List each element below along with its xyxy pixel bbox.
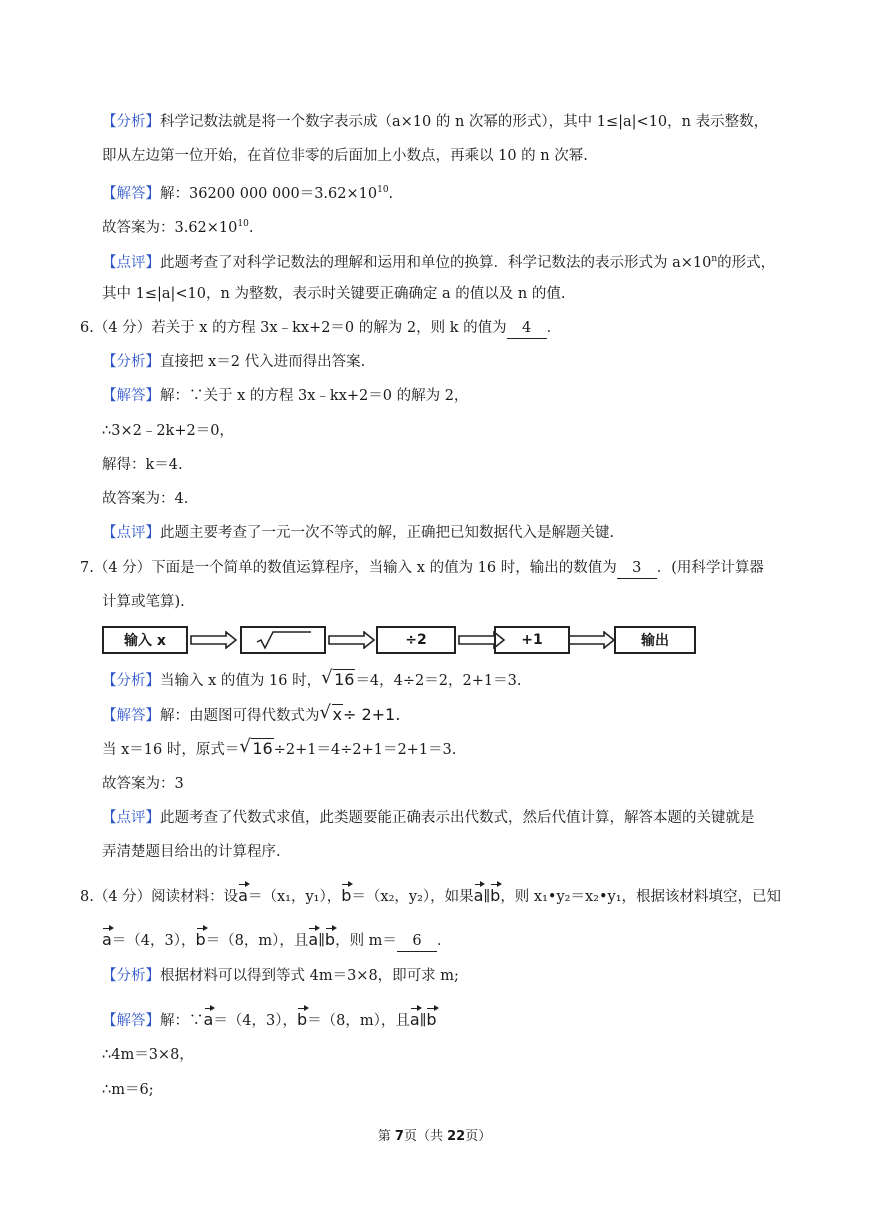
q6-answer-blank: 4	[507, 318, 547, 339]
q7-final: 故答案为：3	[102, 776, 184, 792]
q7-comment-line2: 弄清楚题目给出的计算程序.	[102, 844, 281, 860]
vector-a: a	[238, 882, 248, 906]
q5-final: 故答案为：$3.62\times 10^{10}$.	[102, 219, 254, 236]
q7-answer: 【解答】解：由题图可得代数式为 √ x÷ 2+1.	[102, 702, 401, 724]
q5-comment-line2: 其中 1≤|a|<10，n 为整数，表示时关键要正确确定 a 的值以及 n 的值.	[102, 286, 566, 302]
vector-b: b	[341, 882, 351, 906]
flow-arrow-icon	[568, 631, 616, 649]
q6-answer: 【解答】解：∵关于 x 的方程 3x﹣kx+2＝0 的解为 2，	[102, 388, 469, 404]
analysis-tag: 【分析】	[102, 114, 160, 130]
flowchart	[102, 626, 696, 656]
q7-stem-line1: 7.（4 分）下面是一个简单的数值运算程序，当输入 x 的值为 16 时，输出的数值为 3 ．(用科学计算器	[80, 558, 764, 579]
page-total: 22	[447, 1129, 466, 1144]
q6-step1: ∴3×2﹣2k+2＝0，	[102, 423, 234, 439]
q7-stem-line2: 计算或笔算).	[102, 594, 185, 610]
q5-comment-line1: 【点评】此题考查了对科学记数法的理解和运用和单位的换算．科学记数法的表示形式为 $a\times 10^n$的形式，	[102, 254, 776, 271]
q7-comment-line1: 【点评】此题考查了代数式求值，此类题要能正确表示出代数式，然后代值计算，解答本题的关键就是	[102, 810, 755, 826]
q6-stem: 6.（4 分）若关于 x 的方程 3x﹣kx+2＝0 的解为 2，则 k 的值为 4 ．	[80, 318, 561, 339]
q6-analysis: 【分析】直接把 x＝2 代入进而得出答案.	[102, 354, 366, 370]
q8-step2: ∴m＝6;	[102, 1082, 154, 1098]
q6-step2: 解得：k＝4.	[102, 457, 183, 473]
q8-analysis: 【分析】根据材料可以得到等式 4m＝3×8，即可求 m;	[102, 968, 459, 984]
q5-analysis-line1: 【分析】科学记数法就是将一个数字表示成（a×10 的 n 次幂的形式），其中 1≤|a|<10，n 表示整数，	[102, 114, 769, 130]
flow-input-box: 输入 x	[102, 626, 188, 654]
q5-analysis-line2: 即从左边第一位开始，在首位非零的后面加上小数点，再乘以 10 的 n 次幂.	[102, 148, 588, 164]
q7-analysis: 【分析】当输入 x 的值为 16 时， √ 16＝4，4÷2＝2，2+1＝3.	[102, 667, 522, 689]
sqrt-expression: √ 16	[239, 736, 273, 758]
flow-plus-box: +1	[494, 626, 570, 654]
q7-substitution: 当 x＝16 时，原式＝ √ 16÷2+1＝4÷2+1＝2+1＝3.	[102, 736, 457, 758]
q6-final: 故答案为：4.	[102, 491, 189, 507]
q8-stem-line2: a＝（4，3），b＝（8，m），且a∥b，则 m＝ 6 ．	[102, 926, 451, 952]
q5-answer: 【解答】解：36200 000 $000=3.62\times 10^{10}$.	[102, 185, 394, 202]
flow-divide-box: ÷2	[376, 626, 456, 654]
q7-answer-blank: 3	[617, 558, 657, 579]
q6-comment: 【点评】此题主要考查了一元一次不等式的解，正确把已知数据代入是解题关键.	[102, 525, 615, 541]
flow-output-box: 输出	[614, 626, 696, 654]
q8-stem-line1: 8.（4 分）阅读材料：设a＝（x₁，y₁），b＝（x₂，y₂），如果a∥b，则 x₁•y₂＝x₂•y₁，根据该材料填空，已知	[80, 882, 781, 907]
page-number: 7	[394, 1129, 404, 1144]
q8-answer-blank: 6	[397, 931, 437, 952]
flow-arrow-icon	[328, 631, 376, 649]
flow-arrow-icon	[190, 631, 238, 649]
sqrt-symbol-icon	[253, 630, 313, 650]
page-footer: 第 7页（共 22页）	[377, 1129, 492, 1144]
sqrt-expression: √ 16	[321, 667, 355, 689]
q8-answer: 【解答】解：∵a＝（4，3），b＝（8，m），且a∥b	[102, 1006, 437, 1031]
sqrt-expression: √ x	[319, 702, 342, 724]
flow-sqrt-box	[240, 626, 326, 654]
q8-step1: ∴4m＝3×8，	[102, 1047, 194, 1063]
